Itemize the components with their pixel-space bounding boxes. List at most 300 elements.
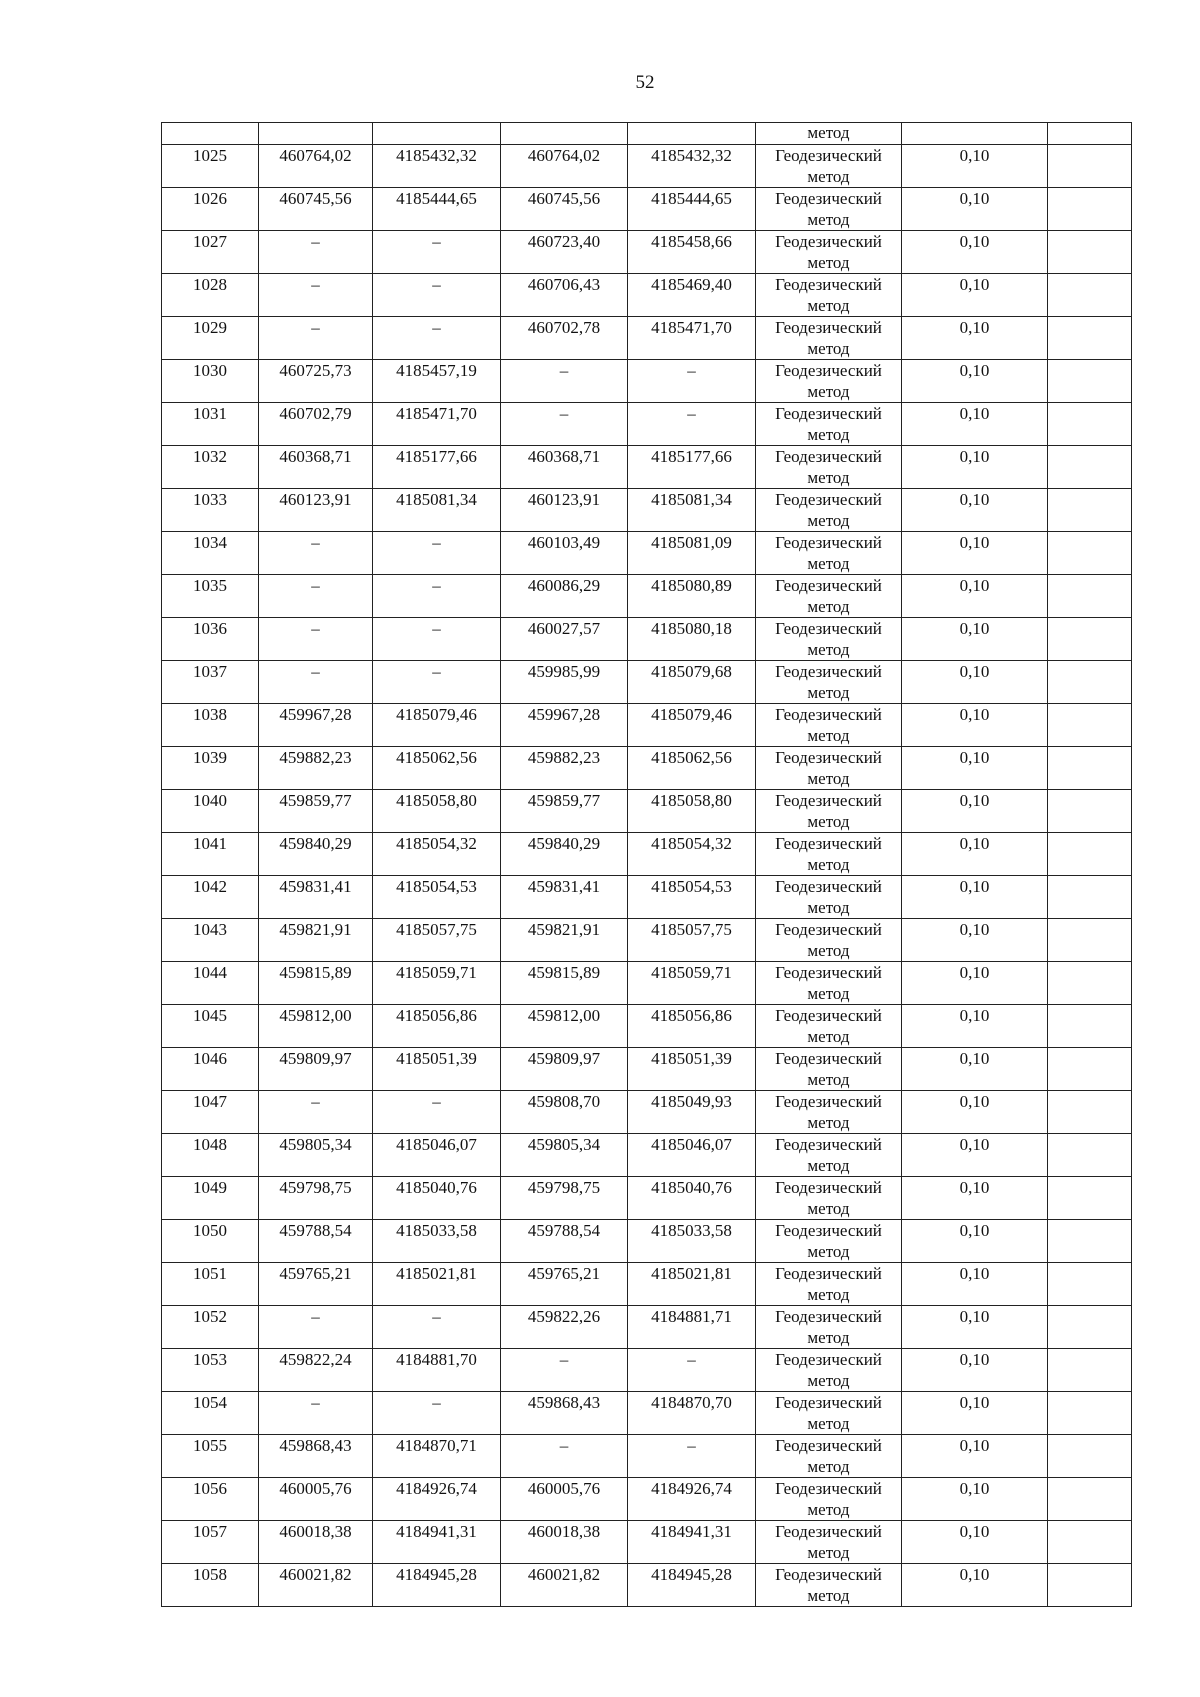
x-existing-cell: 459798,75	[259, 1177, 373, 1220]
y-existing-cell: 4185059,71	[373, 962, 501, 1005]
method-text: Геодезический	[775, 834, 882, 853]
table-body	[162, 123, 1132, 1607]
note-cell	[1048, 661, 1132, 704]
method-text: метод	[807, 1242, 850, 1261]
method-cell	[756, 1306, 902, 1349]
y-new-cell: 4184881,71	[628, 1306, 756, 1349]
method-cell	[756, 1392, 902, 1435]
note-cell	[1048, 962, 1132, 1005]
point-id-cell: 1036	[162, 618, 259, 661]
y-existing-cell: 4185051,39	[373, 1048, 501, 1091]
y-existing-cell: –	[373, 1091, 501, 1134]
method-cell	[756, 274, 902, 317]
method-text: Геодезический	[775, 490, 882, 509]
y-existing-cell: 4184926,74	[373, 1478, 501, 1521]
y-existing-cell: 4185057,75	[373, 919, 501, 962]
method-text: Геодезический	[775, 1264, 882, 1283]
point-id-cell: 1028	[162, 274, 259, 317]
method-text: метод	[807, 898, 850, 917]
x-existing-cell: 459765,21	[259, 1263, 373, 1306]
table-row	[162, 919, 1132, 962]
y-existing-cell: 4185056,86	[373, 1005, 501, 1048]
method-text: Геодезический	[775, 963, 882, 982]
method-text: метод	[807, 1156, 850, 1175]
y-existing-cell: 4184945,28	[373, 1564, 501, 1607]
table-row	[162, 1220, 1132, 1263]
y-existing-cell: 4185081,34	[373, 489, 501, 532]
x-existing-cell: –	[259, 317, 373, 360]
method-text: метод	[807, 1500, 850, 1519]
method-cell	[756, 1048, 902, 1091]
point-id-cell: 1051	[162, 1263, 259, 1306]
y-new-cell: 4185033,58	[628, 1220, 756, 1263]
point-id-cell: 1030	[162, 360, 259, 403]
x-new-cell: 460745,56	[501, 188, 628, 231]
method-text: метод	[807, 941, 850, 960]
y-existing-cell: 4185457,19	[373, 360, 501, 403]
y-new-cell: 4185079,46	[628, 704, 756, 747]
point-id-cell: 1049	[162, 1177, 259, 1220]
x-new-cell: 459859,77	[501, 790, 628, 833]
method-text: Геодезический	[775, 705, 882, 724]
method-cell	[756, 145, 902, 188]
y-new-cell: 4185079,68	[628, 661, 756, 704]
x-new-cell: 459822,26	[501, 1306, 628, 1349]
method-cell	[756, 661, 902, 704]
point-id-cell: 1052	[162, 1306, 259, 1349]
x-new-cell: 459815,89	[501, 962, 628, 1005]
y-existing-cell: 4185062,56	[373, 747, 501, 790]
y-new-cell: –	[628, 360, 756, 403]
accuracy-cell: 0,10	[902, 489, 1048, 532]
note-cell	[1048, 575, 1132, 618]
x-existing-cell: 459967,28	[259, 704, 373, 747]
method-cell	[756, 403, 902, 446]
x-new-cell: 460368,71	[501, 446, 628, 489]
y-existing-cell: –	[373, 532, 501, 575]
method-text: метод	[807, 210, 850, 229]
accuracy-cell: 0,10	[902, 1220, 1048, 1263]
accuracy-cell: 0,10	[902, 360, 1048, 403]
x-existing-cell: 459882,23	[259, 747, 373, 790]
y-new-cell: 4184945,28	[628, 1564, 756, 1607]
note-cell	[1048, 1521, 1132, 1564]
method-text: Геодезический	[775, 189, 882, 208]
point-id-cell: 1042	[162, 876, 259, 919]
table-row	[162, 790, 1132, 833]
x-new-cell: 460027,57	[501, 618, 628, 661]
method-text: метод	[807, 1457, 850, 1476]
method-text: Геодезический	[775, 275, 882, 294]
table-row	[162, 833, 1132, 876]
y-new-cell: 4185081,34	[628, 489, 756, 532]
x-existing-cell: 459831,41	[259, 876, 373, 919]
x-existing-cell: –	[259, 532, 373, 575]
x-existing-cell: 459815,89	[259, 962, 373, 1005]
point-id-cell: 1035	[162, 575, 259, 618]
accuracy-cell: 0,10	[902, 747, 1048, 790]
method-cell	[756, 1134, 902, 1177]
method-cell	[756, 962, 902, 1005]
table-row	[162, 661, 1132, 704]
table-row	[162, 532, 1132, 575]
y-existing-cell: 4185079,46	[373, 704, 501, 747]
accuracy-cell: 0,10	[902, 188, 1048, 231]
method-text: метод	[807, 1070, 850, 1089]
table-cell	[902, 123, 1048, 145]
note-cell	[1048, 833, 1132, 876]
point-id-cell: 1053	[162, 1349, 259, 1392]
point-id-cell: 1026	[162, 188, 259, 231]
y-existing-cell: 4184881,70	[373, 1349, 501, 1392]
x-existing-cell: 459822,24	[259, 1349, 373, 1392]
x-new-cell: –	[501, 1349, 628, 1392]
x-new-cell: 460764,02	[501, 145, 628, 188]
x-new-cell: 459798,75	[501, 1177, 628, 1220]
y-new-cell: –	[628, 1349, 756, 1392]
y-new-cell: 4185080,89	[628, 575, 756, 618]
x-existing-cell: 460018,38	[259, 1521, 373, 1564]
note-cell	[1048, 532, 1132, 575]
table-row	[162, 274, 1132, 317]
x-existing-cell: 460725,73	[259, 360, 373, 403]
method-text: метод	[807, 683, 850, 702]
method-text: метод	[807, 769, 850, 788]
accuracy-cell: 0,10	[902, 1392, 1048, 1435]
x-new-cell: 459831,41	[501, 876, 628, 919]
table-row	[162, 1134, 1132, 1177]
accuracy-cell: 0,10	[902, 919, 1048, 962]
note-cell	[1048, 446, 1132, 489]
method-text: Геодезический	[775, 447, 882, 466]
point-id-cell: 1034	[162, 532, 259, 575]
method-cell	[756, 790, 902, 833]
note-cell	[1048, 274, 1132, 317]
method-text: Геодезический	[775, 748, 882, 767]
method-text: Геодезический	[775, 1178, 882, 1197]
table-row	[162, 231, 1132, 274]
y-existing-cell: –	[373, 661, 501, 704]
y-new-cell: 4185471,70	[628, 317, 756, 360]
method-text: Геодезический	[775, 1479, 882, 1498]
x-new-cell: –	[501, 1435, 628, 1478]
note-cell	[1048, 1349, 1132, 1392]
method-text: Геодезический	[775, 1135, 882, 1154]
note-cell	[1048, 188, 1132, 231]
table-row	[162, 1177, 1132, 1220]
x-existing-cell: –	[259, 274, 373, 317]
method-text: метод	[807, 812, 850, 831]
accuracy-cell: 0,10	[902, 446, 1048, 489]
method-cell	[756, 704, 902, 747]
note-cell	[1048, 618, 1132, 661]
table-cell	[628, 123, 756, 145]
accuracy-cell: 0,10	[902, 1134, 1048, 1177]
method-text: метод	[807, 1285, 850, 1304]
accuracy-cell: 0,10	[902, 1263, 1048, 1306]
x-existing-cell: 460702,79	[259, 403, 373, 446]
table-row	[162, 1091, 1132, 1134]
y-new-cell: 4185051,39	[628, 1048, 756, 1091]
table-cell	[1048, 123, 1132, 145]
table-cell	[501, 123, 628, 145]
x-existing-cell: 459859,77	[259, 790, 373, 833]
x-existing-cell: 460745,56	[259, 188, 373, 231]
method-text: метод	[807, 1543, 850, 1562]
x-existing-cell: –	[259, 1306, 373, 1349]
note-cell	[1048, 1134, 1132, 1177]
table-row	[162, 317, 1132, 360]
note-cell	[1048, 1091, 1132, 1134]
method-cell	[756, 747, 902, 790]
note-cell	[1048, 1564, 1132, 1607]
method-cell	[756, 876, 902, 919]
accuracy-cell: 0,10	[902, 145, 1048, 188]
x-new-cell: 459882,23	[501, 747, 628, 790]
note-cell	[1048, 876, 1132, 919]
method-text: Геодезический	[775, 1006, 882, 1025]
y-existing-cell: 4185432,32	[373, 145, 501, 188]
accuracy-cell: 0,10	[902, 876, 1048, 919]
note-cell	[1048, 1220, 1132, 1263]
y-existing-cell: –	[373, 231, 501, 274]
x-new-cell: 459812,00	[501, 1005, 628, 1048]
point-id-cell: 1031	[162, 403, 259, 446]
method-text: метод	[807, 640, 850, 659]
accuracy-cell: 0,10	[902, 575, 1048, 618]
x-existing-cell: –	[259, 575, 373, 618]
y-existing-cell: 4185033,58	[373, 1220, 501, 1263]
method-text: Геодезический	[775, 1565, 882, 1584]
method-text: метод	[807, 1414, 850, 1433]
y-new-cell: 4185177,66	[628, 446, 756, 489]
method-cell	[756, 1263, 902, 1306]
accuracy-cell: 0,10	[902, 1435, 1048, 1478]
method-text: метод	[807, 1027, 850, 1046]
method-text: метод	[807, 597, 850, 616]
table-cell	[259, 123, 373, 145]
y-new-cell: 4185432,32	[628, 145, 756, 188]
x-new-cell: 459788,54	[501, 1220, 628, 1263]
accuracy-cell: 0,10	[902, 704, 1048, 747]
y-existing-cell: –	[373, 575, 501, 618]
y-new-cell: 4185080,18	[628, 618, 756, 661]
method-text: метод	[807, 855, 850, 874]
accuracy-cell: 0,10	[902, 1521, 1048, 1564]
method-cell	[756, 1478, 902, 1521]
table-row	[162, 1435, 1132, 1478]
y-new-cell: 4185469,40	[628, 274, 756, 317]
x-new-cell: 460005,76	[501, 1478, 628, 1521]
method-text: метод	[807, 339, 850, 358]
table-row	[162, 1306, 1132, 1349]
x-new-cell: 459985,99	[501, 661, 628, 704]
point-id-cell: 1043	[162, 919, 259, 962]
y-existing-cell: 4184941,31	[373, 1521, 501, 1564]
method-cell	[756, 317, 902, 360]
x-new-cell: 459765,21	[501, 1263, 628, 1306]
y-new-cell: 4185458,66	[628, 231, 756, 274]
x-new-cell: 460103,49	[501, 532, 628, 575]
x-new-cell: 459809,97	[501, 1048, 628, 1091]
y-new-cell: 4185046,07	[628, 1134, 756, 1177]
x-new-cell: 459967,28	[501, 704, 628, 747]
accuracy-cell: 0,10	[902, 1048, 1048, 1091]
point-id-cell: 1039	[162, 747, 259, 790]
method-text: метод	[807, 296, 850, 315]
y-new-cell: –	[628, 1435, 756, 1478]
accuracy-cell: 0,10	[902, 1177, 1048, 1220]
x-existing-cell: 460368,71	[259, 446, 373, 489]
x-existing-cell: –	[259, 661, 373, 704]
table-row	[162, 1048, 1132, 1091]
table-row	[162, 1263, 1132, 1306]
x-existing-cell: 460123,91	[259, 489, 373, 532]
method-text: Геодезический	[775, 1049, 882, 1068]
y-new-cell: 4184941,31	[628, 1521, 756, 1564]
method-cell	[756, 1220, 902, 1263]
note-cell	[1048, 145, 1132, 188]
y-new-cell: 4184870,70	[628, 1392, 756, 1435]
y-existing-cell: –	[373, 1306, 501, 1349]
method-cell	[756, 231, 902, 274]
note-cell	[1048, 231, 1132, 274]
y-existing-cell: –	[373, 274, 501, 317]
method-text: Геодезический	[775, 920, 882, 939]
y-new-cell: 4185040,76	[628, 1177, 756, 1220]
note-cell	[1048, 919, 1132, 962]
y-new-cell: 4185054,53	[628, 876, 756, 919]
accuracy-cell: 0,10	[902, 274, 1048, 317]
method-text: метод	[807, 382, 850, 401]
method-text: метод	[807, 468, 850, 487]
accuracy-cell: 0,10	[902, 833, 1048, 876]
table-row	[162, 1005, 1132, 1048]
accuracy-cell: 0,10	[902, 1564, 1048, 1607]
point-id-cell: 1038	[162, 704, 259, 747]
x-existing-cell: 460021,82	[259, 1564, 373, 1607]
point-id-cell: 1033	[162, 489, 259, 532]
point-id-cell: 1047	[162, 1091, 259, 1134]
method-text: Геодезический	[775, 576, 882, 595]
table-row	[162, 962, 1132, 1005]
method-text: Геодезический	[775, 619, 882, 638]
note-cell	[1048, 1435, 1132, 1478]
y-existing-cell: 4185058,80	[373, 790, 501, 833]
accuracy-cell: 0,10	[902, 618, 1048, 661]
note-cell	[1048, 747, 1132, 790]
y-new-cell: 4185444,65	[628, 188, 756, 231]
y-existing-cell: 4185177,66	[373, 446, 501, 489]
method-cell	[756, 1091, 902, 1134]
method-cell	[756, 618, 902, 661]
method-text: метод	[807, 253, 850, 272]
method-text: Геодезический	[775, 1307, 882, 1326]
y-new-cell: –	[628, 403, 756, 446]
point-id-cell: 1045	[162, 1005, 259, 1048]
accuracy-cell: 0,10	[902, 962, 1048, 1005]
y-new-cell: 4185058,80	[628, 790, 756, 833]
method-text: метод	[807, 1371, 850, 1390]
table-row	[162, 1392, 1132, 1435]
y-existing-cell: 4185471,70	[373, 403, 501, 446]
x-new-cell: 459805,34	[501, 1134, 628, 1177]
y-existing-cell: 4184870,71	[373, 1435, 501, 1478]
y-existing-cell: 4185046,07	[373, 1134, 501, 1177]
method-text: метод	[807, 425, 850, 444]
x-existing-cell: 460005,76	[259, 1478, 373, 1521]
method-text: Геодезический	[775, 361, 882, 380]
y-new-cell: 4185054,32	[628, 833, 756, 876]
table-row	[162, 747, 1132, 790]
x-new-cell: 459821,91	[501, 919, 628, 962]
point-id-cell: 1040	[162, 790, 259, 833]
table-row	[162, 446, 1132, 489]
point-id-cell: 1041	[162, 833, 259, 876]
y-new-cell: 4185049,93	[628, 1091, 756, 1134]
method-text: метод	[807, 1586, 850, 1605]
method-cell	[756, 446, 902, 489]
method-cell	[756, 1564, 902, 1607]
table-cell	[162, 123, 259, 145]
method-cell	[756, 1521, 902, 1564]
x-new-cell: –	[501, 360, 628, 403]
accuracy-cell: 0,10	[902, 1349, 1048, 1392]
y-existing-cell: 4185054,53	[373, 876, 501, 919]
note-cell	[1048, 790, 1132, 833]
x-existing-cell: 459809,97	[259, 1048, 373, 1091]
x-new-cell: 460702,78	[501, 317, 628, 360]
table-row	[162, 489, 1132, 532]
x-existing-cell: 459788,54	[259, 1220, 373, 1263]
x-new-cell: 459868,43	[501, 1392, 628, 1435]
method-cell	[756, 1005, 902, 1048]
x-existing-cell: 459812,00	[259, 1005, 373, 1048]
method-text: метод	[807, 167, 850, 186]
x-existing-cell: –	[259, 618, 373, 661]
method-cell	[756, 188, 902, 231]
method-text: метод	[807, 1113, 850, 1132]
method-text: Геодезический	[775, 533, 882, 552]
point-id-cell: 1025	[162, 145, 259, 188]
method-text: Геодезический	[775, 1350, 882, 1369]
method-text: метод	[807, 726, 850, 745]
accuracy-cell: 0,10	[902, 790, 1048, 833]
point-id-cell: 1037	[162, 661, 259, 704]
method-text: метод	[807, 1328, 850, 1347]
note-cell	[1048, 1478, 1132, 1521]
accuracy-cell: 0,10	[902, 661, 1048, 704]
method-text: метод	[807, 554, 850, 573]
table-row	[162, 1349, 1132, 1392]
note-cell	[1048, 489, 1132, 532]
x-existing-cell: –	[259, 1091, 373, 1134]
x-new-cell: 459808,70	[501, 1091, 628, 1134]
x-new-cell: 460086,29	[501, 575, 628, 618]
x-existing-cell: 459868,43	[259, 1435, 373, 1478]
accuracy-cell: 0,10	[902, 1005, 1048, 1048]
method-text: Геодезический	[775, 791, 882, 810]
continuation-row	[162, 123, 1132, 145]
table-row	[162, 360, 1132, 403]
method-text: Геодезический	[775, 1522, 882, 1541]
table-row	[162, 403, 1132, 446]
x-new-cell: 460021,82	[501, 1564, 628, 1607]
y-existing-cell: –	[373, 1392, 501, 1435]
y-existing-cell: 4185444,65	[373, 188, 501, 231]
method-text: Геодезический	[775, 232, 882, 251]
method-cell	[756, 919, 902, 962]
